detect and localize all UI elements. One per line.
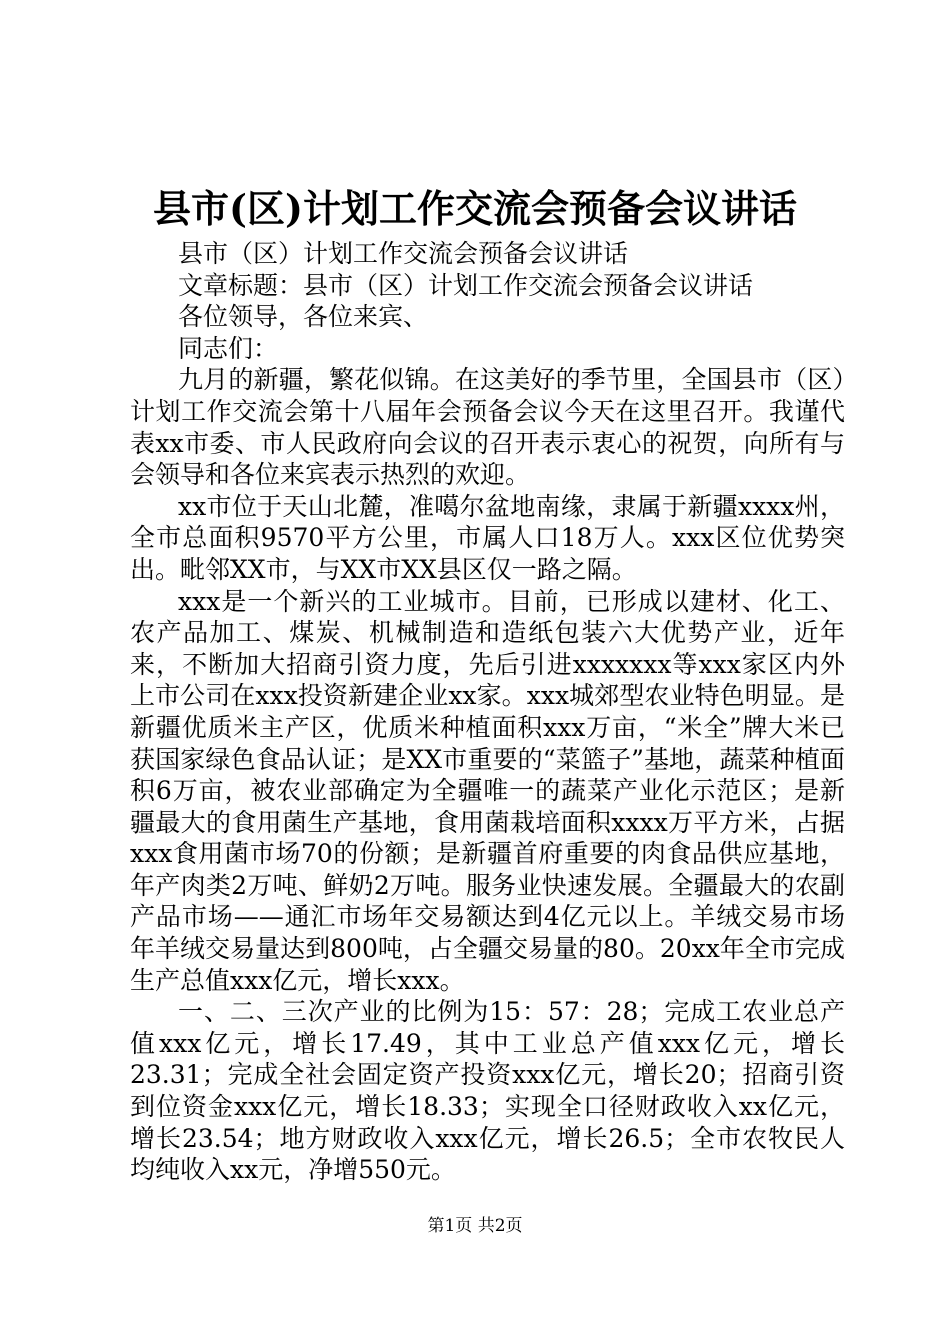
intro-line: 同志们： (178, 333, 279, 363)
body-paragraph: xxx是一个新兴的工业城市。目前，已形成以建材、化工、农产品加工、煤炭、机械制造和造纸包装六大优势产业，近年来，不断加大招商引资力度，先后引进xxxxxxx等xxx家区内外上市公司在xxx投资新建企业xx家。xxx城郊型农业特色明显。是新疆优质米主产区，优质米种植面积xxx万亩，“米全”牌大米已获国家绿色食品认证；是XX市重要的“菜篮子”基地，蔬菜种植面积6万亩，被农业部确定为全疆唯一的蔬菜产业化示范区；是新疆最大的食用菌生产基地，食用菌栽培面积xxxx万平方米，占据xxx食用菌市场70的份额；是新疆首府重要的肉食品供应基地，年产肉类2万吨、鲜奶2万吨。服务业快速发展。全疆最大的农副产品市场——通汇市场年交易额达到4亿元以上。羊绒交易市场年羊绒交易量达到800吨，占全疆交易量的80。20xx年全市完成生产总值xxx亿元，增长xxx。 (130, 586, 845, 995)
page-footer: 第1页 共2页 (427, 1216, 523, 1236)
body-paragraph: xx市位于天山北麓，准噶尔盆地南缘，隶属于新疆xxxx州，全市总面积9570平方公里，市属人口18万人。xxx区位优势突出。毗邻XX市，与XX市XX县区仅一路之隔。 (130, 491, 845, 584)
intro-line: 县市（区）计划工作交流会预备会议讲话 (178, 239, 629, 268)
intro-line: 各位领导，各位来宾、 (178, 302, 429, 332)
document-body (130, 238, 845, 1186)
body-paragraph: 一、二、三次产业的比例为15：57：28；完成工农业总产值xxx亿元，增长17.49，其中工业总产值xxx亿元，增长23.31；完成全社会固定资产投资xxx亿元，增长20；招商引资到位资金xxx亿元，增长18.33；实现全口径财政收入xx亿元，增长23.54；地方财政收入xxx亿元，增长26.5；全市农牧民人均纯收入xx元，净增550元。 (130, 997, 845, 1185)
body-paragraph: 九月的新疆，繁花似锦。在这美好的季节里，全国县市（区）计划工作交流会第十八届年会预备会议今天在这里召开。我谨代表xx市委、市人民政府向会议的召开表示衷心的祝贺，向所有与会领导和各位来宾表示热烈的欢迎。 (130, 365, 845, 490)
document-title: 县市(区)计划工作交流会预备会议讲话 (153, 186, 797, 231)
intro-line: 文章标题：县市（区）计划工作交流会预备会议讲话 (178, 270, 754, 300)
